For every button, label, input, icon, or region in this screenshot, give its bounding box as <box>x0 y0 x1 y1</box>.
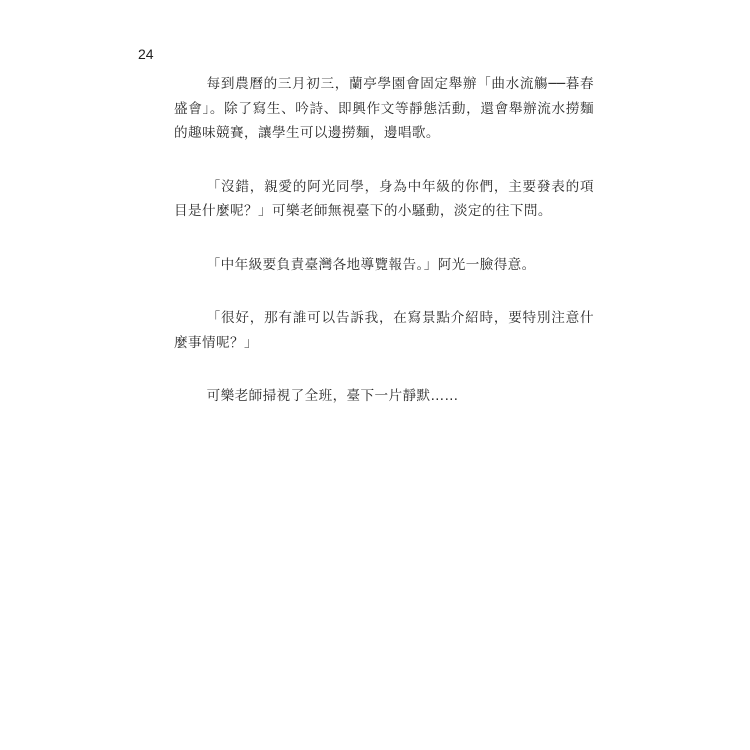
paragraph-5: 可樂老師掃視了全班，臺下一片靜默…… <box>206 388 459 404</box>
paragraph-4: 「很好，那有誰可以告訴我，在寫景點介紹時，要特別注意什麼事情呢？」 <box>174 310 594 351</box>
page-number: 24 <box>138 46 154 62</box>
paragraph-2: 「沒錯，親愛的阿光同學，身為中年級的你們，主要發表的項目是什麼呢？」可樂老師無視臺下的小騷動，淡定的往下問。 <box>174 178 594 219</box>
body-text <box>174 72 594 438</box>
paragraph-1: 每到農曆的三月初三，蘭亭學園會固定舉辦「曲水流觴──暮春盛會」。除了寫生、吟詩、即興作文等靜態活動，還會舉辦流水撈麵的趣味競賽，讓學生可以邊撈麵，邊唱歌。 <box>174 76 594 141</box>
paragraph-3: 「中年級要負責臺灣各地導覽報告。」阿光一臉得意。 <box>206 256 536 273</box>
